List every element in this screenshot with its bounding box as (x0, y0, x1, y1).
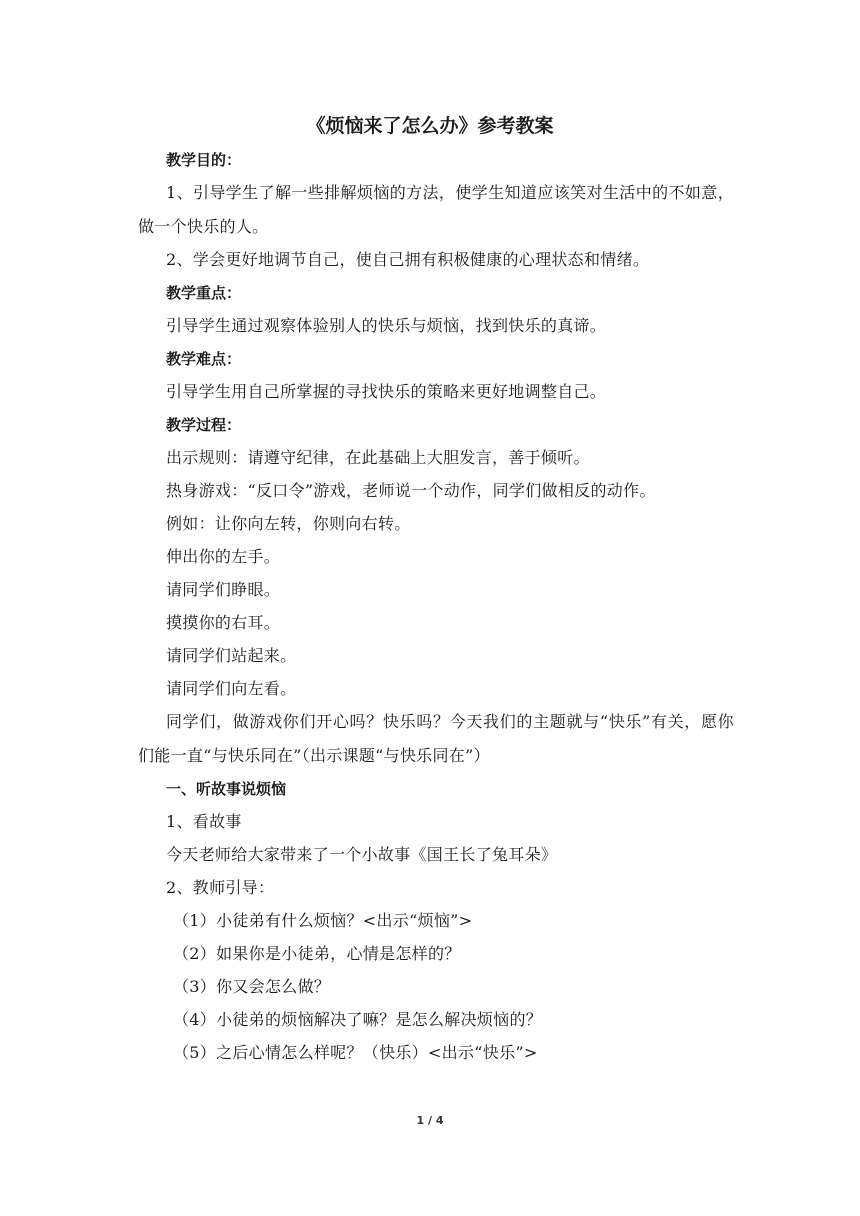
goal-item-2: 2、学会更好地调节自己，使自己拥有积极健康的心理状态和情绪。 (166, 250, 650, 269)
difficult-point-text: 引导学生用自己所掌握的寻找快乐的策略来更好地调整自己。 (166, 382, 607, 401)
rules-text: 出示规则：请遵守纪律，在此基础上大胆发言，善于倾听。 (166, 448, 590, 467)
part1-heading: 一、听故事说烦恼 (166, 780, 287, 798)
command-4: 请同学们站起来。 (166, 646, 297, 665)
story-text: 今天老师给大家带来了一个小故事《国王长了兔耳朵》 (166, 845, 558, 864)
question-5: （5）之后心情怎么样呢？（快乐）<出示“快乐”> (173, 1043, 538, 1062)
key-point-text: 引导学生通过观察体验别人的快乐与烦恼，找到快乐的真谛。 (166, 316, 607, 335)
goal-heading: 教学目的： (166, 151, 242, 169)
command-5: 请同学们向左看。 (166, 679, 297, 698)
document-title: 《烦恼来了怎么办》参考教案 (306, 115, 554, 137)
command-1: 伸出你的左手。 (166, 547, 281, 566)
question-4: （4）小徒弟的烦恼解决了嘛？是怎么解决烦恼的？ (173, 1010, 543, 1029)
intro-paragraph: 同学们，做游戏你们开心吗？快乐吗？今天我们的主题就与“快乐”有关，愿你们能一直“与快乐同在”（出示课题“与快乐同在”） (138, 712, 734, 765)
step-2: 2、教师引导： (166, 878, 275, 897)
warmup-text: 热身游戏：“反口令”游戏，老师说一个动作，同学们做相反的动作。 (166, 481, 656, 500)
difficult-point-heading: 教学难点： (166, 350, 242, 368)
question-2: （2）如果你是小徒弟，心情是怎样的？ (173, 944, 461, 963)
question-1: （1）小徒弟有什么烦恼？<出示“烦恼”> (173, 911, 473, 930)
command-3: 摸摸你的右耳。 (166, 613, 281, 632)
document-body (138, 150, 734, 1076)
example-text: 例如：让你向左转，你则向右转。 (166, 514, 411, 533)
page-number: 1 / 4 (416, 1114, 444, 1127)
goal-item-1: 1、引导学生了解一些排解烦恼的方法，使学生知道应该笑对生活中的不如意，做一个快乐的人。 (138, 183, 734, 236)
step-1: 1、看故事 (166, 812, 242, 831)
question-3: （3）你又会怎么做？ (173, 977, 331, 996)
key-point-heading: 教学重点： (166, 284, 242, 302)
process-heading: 教学过程： (166, 416, 242, 434)
command-2: 请同学们睁眼。 (166, 580, 281, 599)
